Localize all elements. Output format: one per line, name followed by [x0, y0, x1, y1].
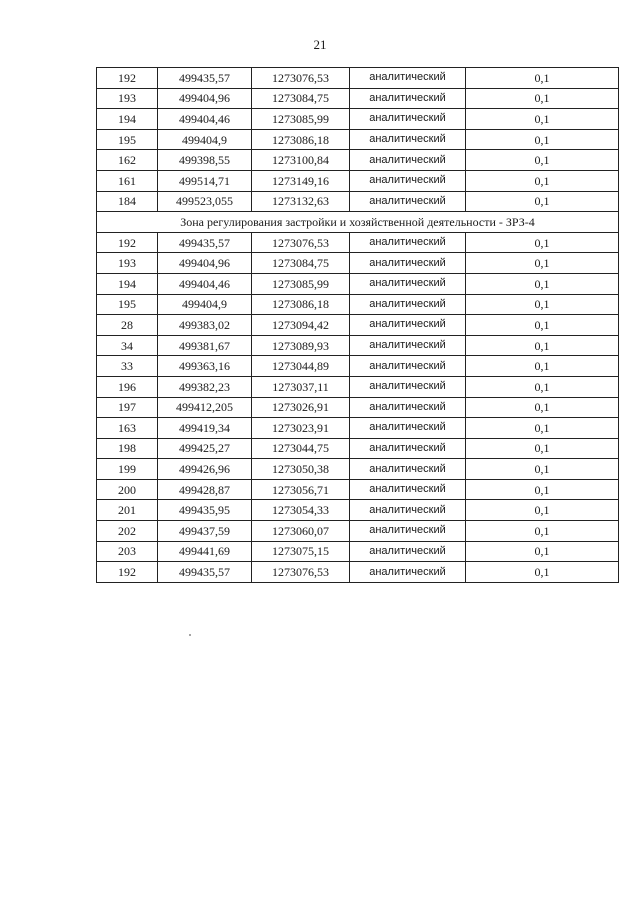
y-coordinate-cell: 1273037,11	[252, 376, 350, 397]
accuracy-cell: 0,1	[466, 459, 619, 480]
table-row	[97, 376, 619, 397]
table-row	[97, 500, 619, 521]
y-coordinate-cell: 1273050,38	[252, 459, 350, 480]
accuracy-cell: 0,1	[466, 294, 619, 315]
y-coordinate-cell: 1273023,91	[252, 418, 350, 439]
accuracy-cell: 0,1	[466, 273, 619, 294]
x-coordinate-cell: 499383,02	[158, 315, 252, 336]
accuracy-cell: 0,1	[466, 397, 619, 418]
y-coordinate-cell: 1273084,75	[252, 253, 350, 274]
method-cell: аналитический	[350, 562, 466, 583]
y-coordinate-cell: 1273094,42	[252, 315, 350, 336]
table-row	[97, 170, 619, 191]
accuracy-cell: 0,1	[466, 170, 619, 191]
table-row	[97, 541, 619, 562]
x-coordinate-cell: 499404,46	[158, 273, 252, 294]
table-row	[97, 273, 619, 294]
method-cell: аналитический	[350, 273, 466, 294]
method-cell: аналитический	[350, 68, 466, 89]
point-number-cell: 163	[97, 418, 158, 439]
table-row	[97, 418, 619, 439]
x-coordinate-cell: 499404,9	[158, 129, 252, 150]
accuracy-cell: 0,1	[466, 356, 619, 377]
section-title: Зона регулирования застройки и хозяйственной деятельности - ЗРЗ-4	[97, 212, 619, 233]
accuracy-cell: 0,1	[466, 150, 619, 171]
accuracy-cell: 0,1	[466, 232, 619, 253]
accuracy-cell: 0,1	[466, 479, 619, 500]
method-cell: аналитический	[350, 335, 466, 356]
table-row	[97, 294, 619, 315]
point-number-cell: 34	[97, 335, 158, 356]
accuracy-cell: 0,1	[466, 88, 619, 109]
y-coordinate-cell: 1273086,18	[252, 294, 350, 315]
y-coordinate-cell: 1273149,16	[252, 170, 350, 191]
method-cell: аналитический	[350, 418, 466, 439]
table-row	[97, 521, 619, 542]
scan-speck	[189, 634, 191, 636]
method-cell: аналитический	[350, 376, 466, 397]
x-coordinate-cell: 499523,055	[158, 191, 252, 212]
table-row	[97, 479, 619, 500]
point-number-cell: 200	[97, 479, 158, 500]
point-number-cell: 192	[97, 232, 158, 253]
accuracy-cell: 0,1	[466, 315, 619, 336]
method-cell: аналитический	[350, 397, 466, 418]
method-cell: аналитический	[350, 315, 466, 336]
point-number-cell: 192	[97, 68, 158, 89]
point-number-cell: 194	[97, 109, 158, 130]
table-body-bottom	[97, 232, 619, 582]
table-row	[97, 109, 619, 130]
point-number-cell: 184	[97, 191, 158, 212]
method-cell: аналитический	[350, 438, 466, 459]
point-number-cell: 202	[97, 521, 158, 542]
point-number-cell: 195	[97, 129, 158, 150]
section-row-group	[97, 212, 619, 233]
table-row	[97, 562, 619, 583]
x-coordinate-cell: 499425,27	[158, 438, 252, 459]
y-coordinate-cell: 1273076,53	[252, 232, 350, 253]
accuracy-cell: 0,1	[466, 253, 619, 274]
accuracy-cell: 0,1	[466, 541, 619, 562]
accuracy-cell: 0,1	[466, 562, 619, 583]
point-number-cell: 201	[97, 500, 158, 521]
x-coordinate-cell: 499404,96	[158, 88, 252, 109]
method-cell: аналитический	[350, 541, 466, 562]
y-coordinate-cell: 1273085,99	[252, 109, 350, 130]
x-coordinate-cell: 499404,46	[158, 109, 252, 130]
x-coordinate-cell: 499435,57	[158, 68, 252, 89]
accuracy-cell: 0,1	[466, 438, 619, 459]
point-number-cell: 195	[97, 294, 158, 315]
y-coordinate-cell: 1273100,84	[252, 150, 350, 171]
page-number: 21	[313, 37, 327, 52]
point-number-cell: 197	[97, 397, 158, 418]
point-number-cell: 203	[97, 541, 158, 562]
y-coordinate-cell: 1273086,18	[252, 129, 350, 150]
table-row	[97, 459, 619, 480]
table-row	[97, 68, 619, 89]
method-cell: аналитический	[350, 170, 466, 191]
y-coordinate-cell: 1273076,53	[252, 68, 350, 89]
point-number-cell: 33	[97, 356, 158, 377]
method-cell: аналитический	[350, 88, 466, 109]
point-number-cell: 161	[97, 170, 158, 191]
table-row	[97, 150, 619, 171]
y-coordinate-cell: 1273075,15	[252, 541, 350, 562]
y-coordinate-cell: 1273085,99	[252, 273, 350, 294]
table-row	[97, 438, 619, 459]
table-row	[97, 335, 619, 356]
x-coordinate-cell: 499404,9	[158, 294, 252, 315]
accuracy-cell: 0,1	[466, 129, 619, 150]
method-cell: аналитический	[350, 294, 466, 315]
table-row	[97, 232, 619, 253]
accuracy-cell: 0,1	[466, 191, 619, 212]
x-coordinate-cell: 499363,16	[158, 356, 252, 377]
y-coordinate-cell: 1273076,53	[252, 562, 350, 583]
x-coordinate-cell: 499426,96	[158, 459, 252, 480]
y-coordinate-cell: 1273132,63	[252, 191, 350, 212]
x-coordinate-cell: 499435,57	[158, 562, 252, 583]
point-number-cell: 193	[97, 253, 158, 274]
accuracy-cell: 0,1	[466, 521, 619, 542]
accuracy-cell: 0,1	[466, 500, 619, 521]
y-coordinate-cell: 1273054,33	[252, 500, 350, 521]
point-number-cell: 198	[97, 438, 158, 459]
method-cell: аналитический	[350, 521, 466, 542]
y-coordinate-cell: 1273044,89	[252, 356, 350, 377]
accuracy-cell: 0,1	[466, 68, 619, 89]
method-cell: аналитический	[350, 191, 466, 212]
x-coordinate-cell: 499435,57	[158, 232, 252, 253]
method-cell: аналитический	[350, 356, 466, 377]
table-row	[97, 191, 619, 212]
table-row	[97, 356, 619, 377]
table-row	[97, 397, 619, 418]
x-coordinate-cell: 499398,55	[158, 150, 252, 171]
method-cell: аналитический	[350, 129, 466, 150]
point-number-cell: 194	[97, 273, 158, 294]
x-coordinate-cell: 499382,23	[158, 376, 252, 397]
point-number-cell: 162	[97, 150, 158, 171]
method-cell: аналитический	[350, 150, 466, 171]
method-cell: аналитический	[350, 109, 466, 130]
y-coordinate-cell: 1273084,75	[252, 88, 350, 109]
y-coordinate-cell: 1273044,75	[252, 438, 350, 459]
x-coordinate-cell: 499419,34	[158, 418, 252, 439]
point-number-cell: 28	[97, 315, 158, 336]
x-coordinate-cell: 499381,67	[158, 335, 252, 356]
x-coordinate-cell: 499514,71	[158, 170, 252, 191]
point-number-cell: 199	[97, 459, 158, 480]
section-row	[97, 212, 619, 233]
table-row	[97, 253, 619, 274]
x-coordinate-cell: 499412,205	[158, 397, 252, 418]
table-body-top	[97, 68, 619, 212]
accuracy-cell: 0,1	[466, 418, 619, 439]
table-row	[97, 88, 619, 109]
x-coordinate-cell: 499404,96	[158, 253, 252, 274]
x-coordinate-cell: 499437,59	[158, 521, 252, 542]
table-row	[97, 129, 619, 150]
method-cell: аналитический	[350, 253, 466, 274]
table-row	[97, 315, 619, 336]
x-coordinate-cell: 499441,69	[158, 541, 252, 562]
accuracy-cell: 0,1	[466, 109, 619, 130]
accuracy-cell: 0,1	[466, 376, 619, 397]
y-coordinate-cell: 1273056,71	[252, 479, 350, 500]
y-coordinate-cell: 1273026,91	[252, 397, 350, 418]
x-coordinate-cell: 499435,95	[158, 500, 252, 521]
accuracy-cell: 0,1	[466, 335, 619, 356]
method-cell: аналитический	[350, 459, 466, 480]
coordinates-table	[96, 67, 619, 583]
method-cell: аналитический	[350, 232, 466, 253]
x-coordinate-cell: 499428,87	[158, 479, 252, 500]
method-cell: аналитический	[350, 479, 466, 500]
point-number-cell: 193	[97, 88, 158, 109]
method-cell: аналитический	[350, 500, 466, 521]
point-number-cell: 196	[97, 376, 158, 397]
point-number-cell: 192	[97, 562, 158, 583]
y-coordinate-cell: 1273089,93	[252, 335, 350, 356]
y-coordinate-cell: 1273060,07	[252, 521, 350, 542]
